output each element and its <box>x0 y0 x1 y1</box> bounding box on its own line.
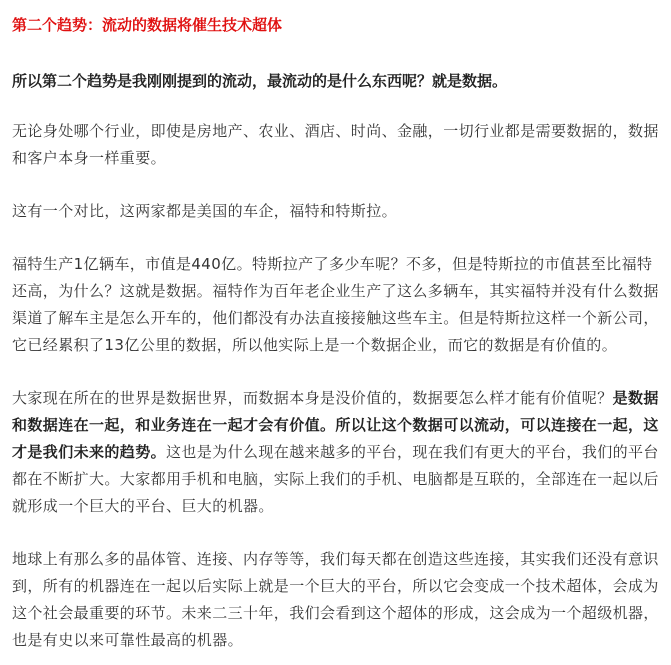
paragraph-technology-superorganism: 地球上有那么多的晶体管、连接、内存等等，我们每天都在创造这些连接，其实我们还没有意识到，所有的机器连在一起以后实际上就是一个巨大的平台，所以它会变成一个技术超体，会成为这个社会最重要的环节。未来二三十年，我们会看到这个超体的形成，这会成为一个超级机器，也是有史以来可靠性最高的机器。 <box>12 550 659 649</box>
data-world-text-1: 大家现在所在的世界是数据世界，而数据本身是没价值的，数据要怎么样才能有价值呢？ <box>12 389 613 407</box>
data-world-emphasis: 是数据和数据连在一起，和业务连在一起才会有价值。所以让这个数据可以流动，可以连接在一起，这才是我们未来的趋势。 <box>12 389 659 461</box>
lead-paragraph: 所以第二个趋势是我刚刚提到的流动，最流动的是什么东西呢？就是数据。 <box>12 72 508 90</box>
paragraph-industries: 无论身处哪个行业，即使是房地产、农业、酒店、时尚、金融，一切行业都是需要数据的，数据和客户本身一样重要。 <box>12 122 659 167</box>
paragraph-ford-tesla: 福特生产1亿辆车，市值是440亿。特斯拉产了多少车呢？不多，但是特斯拉的市值甚至比福特还高，为什么？这就是数据。福特作为百年老企业生产了这么多辆车，其实福特并没有什么数据渠道了解车主是怎么开车的，他们都没有办法直接接触这些车主。但是特斯拉这样一个新公司，它已经累积了13亿公里的数据，所以他实际上是一个数据企业，而它的数据是有价值的。 <box>12 255 659 354</box>
paragraph-comparison: 这有一个对比，这两家都是美国的车企，福特和特斯拉。 <box>12 202 398 220</box>
data-world-text-2: 这也是为什么现在越来越多的平台，现在我们有更大的平台，我们的平台都在不断扩大。大家都用手机和电脑，实际上我们的手机、电脑都是互联的，全部连在一起以后就形成一个巨大的平台、巨大的机器。 <box>12 443 659 515</box>
section-heading: 第二个趋势：流动的数据将催生技术超体 <box>12 16 283 34</box>
paragraph-data-world <box>12 385 659 520</box>
